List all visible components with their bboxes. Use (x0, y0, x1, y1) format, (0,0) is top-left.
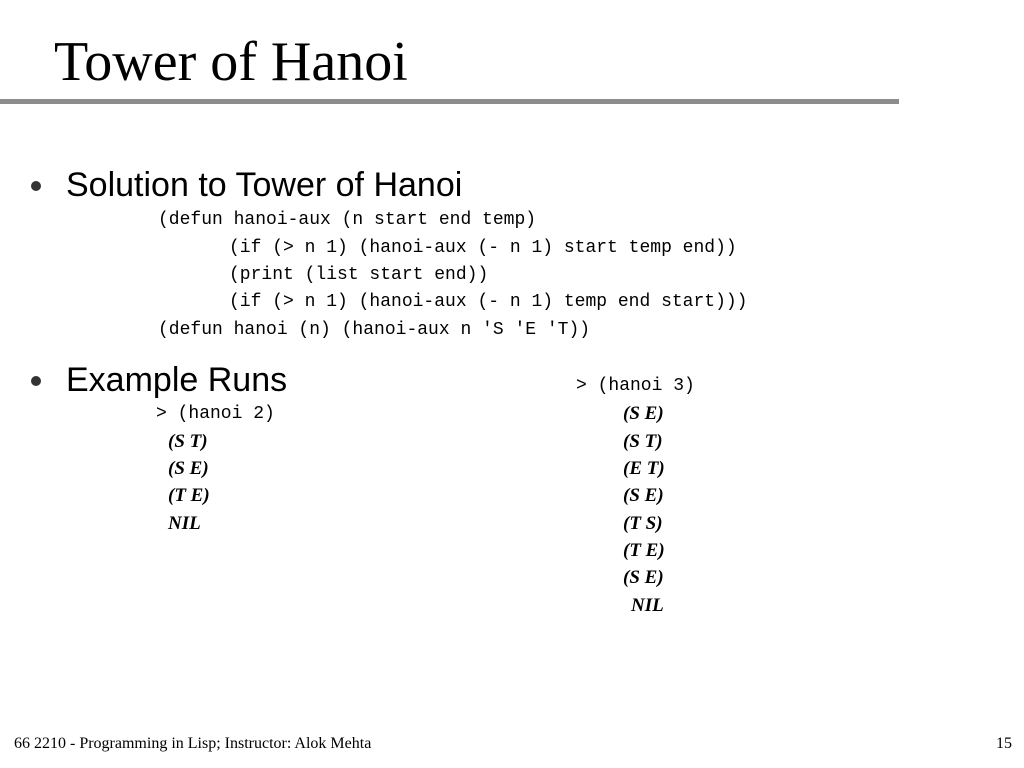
footer-course: 66 2210 - Programming in Lisp; Instructor: Alok Mehta (14, 735, 372, 752)
run-left-output: NIL (168, 513, 201, 534)
run-left-output: (S T) (168, 431, 208, 452)
run-right-output: (T E) (623, 540, 665, 561)
run-right-output: (S T) (623, 431, 663, 452)
title-divider (0, 99, 899, 104)
bullet-marker (31, 376, 41, 386)
run-right-output: (E T) (623, 458, 665, 479)
code-line-1: (defun hanoi-aux (n start end temp) (158, 210, 537, 230)
run-right-output: (S E) (623, 403, 664, 424)
run-right-prompt: > (hanoi 3) (576, 376, 695, 396)
code-line-5: (defun hanoi (n) (hanoi-aux n 'S 'E 'T)) (158, 320, 591, 340)
run-right-output: (S E) (623, 485, 664, 506)
page-number: 15 (996, 735, 1012, 752)
bullet-marker (31, 181, 41, 191)
run-right-output: (S E) (623, 567, 664, 588)
code-line-4: (if (> n 1) (hanoi-aux (- n 1) temp end start))) (229, 292, 748, 312)
code-line-2: (if (> n 1) (hanoi-aux (- n 1) start temp end)) (229, 238, 737, 258)
run-right-output: NIL (631, 595, 664, 616)
code-line-3: (print (list start end)) (229, 265, 489, 285)
bullet-solution: Solution to Tower of Hanoi (66, 166, 463, 204)
slide-title: Tower of Hanoi (54, 31, 408, 93)
bullet-example-runs: Example Runs (66, 361, 288, 399)
run-right-output: (T S) (623, 513, 663, 534)
run-left-output: (T E) (168, 485, 210, 506)
run-left-prompt: > (hanoi 2) (156, 404, 275, 424)
run-left-output: (S E) (168, 458, 209, 479)
